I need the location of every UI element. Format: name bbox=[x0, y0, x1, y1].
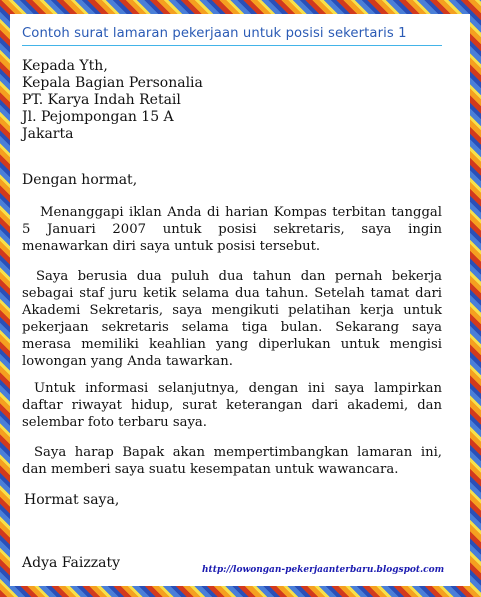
recipient-address bbox=[22, 58, 203, 143]
address-line: Kepada Yth, bbox=[22, 58, 108, 74]
address-line: Kepala Bagian Personalia bbox=[22, 75, 203, 91]
signer-name: Adya Faizzaty bbox=[22, 555, 120, 571]
closing: Hormat saya, bbox=[24, 492, 120, 508]
address-line: Jl. Pejompongan 15 A bbox=[22, 109, 174, 125]
body-paragraph: Untuk informasi selanjutnya, dengan ini saya lampirkan daftar riwayat hidup, surat keterangan dari akademi, dan selembar foto terbaru saya. bbox=[22, 381, 442, 430]
address-line: PT. Karya Indah Retail bbox=[22, 92, 181, 108]
address-line: Jakarta bbox=[22, 126, 74, 142]
title-divider bbox=[22, 45, 442, 46]
salutation: Dengan hormat, bbox=[22, 172, 138, 188]
document-title: Contoh surat lamaran pekerjaan untuk posisi sekertaris 1 bbox=[22, 26, 407, 41]
body-paragraph: Saya berusia dua puluh dua tahun dan pernah bekerja sebagai staf juru ketik selama dua tahun. Setelah tamat dari Akademi Sekretaris, saya mengikuti pelatihan kerja untuk pekerjaan sekretaris selama tiga bulan. Sekarang saya merasa memiliki keahlian yang diperlukan untuk mengisi lowongan yang Anda tawarkan. bbox=[22, 269, 442, 369]
body-paragraph: Saya harap Bapak akan mempertimbangkan lamaran ini, dan memberi saya suatu kesempatan untuk wawancara. bbox=[22, 445, 442, 477]
body-paragraph: Menanggapi iklan Anda di harian Kompas terbitan tanggal 5 Januari 2007 untuk posisi sekretaris, saya ingin menawarkan diri saya untuk posisi tersebut. bbox=[22, 205, 442, 254]
watermark-url: http://lowongan-pekerjaanterbaru.blogspot.com bbox=[202, 565, 445, 575]
letter-page bbox=[10, 14, 470, 586]
